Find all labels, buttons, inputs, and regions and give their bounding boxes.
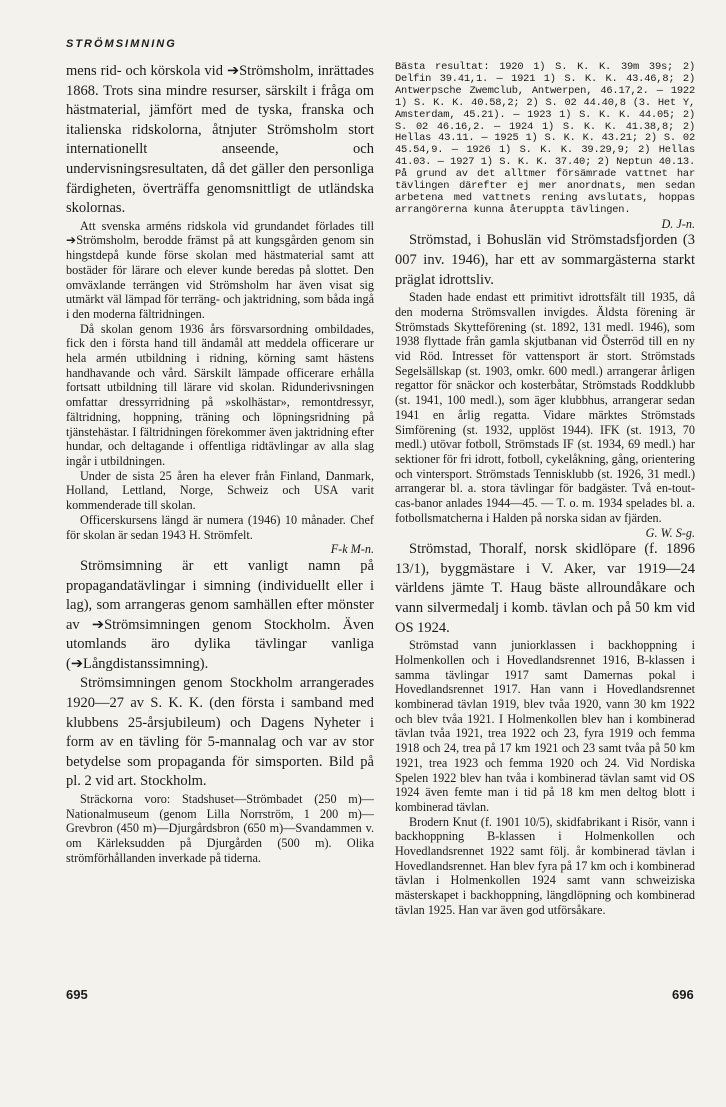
paragraph: Strömstad, i Bohuslän vid Strömstadsfjorden (3 007 inv. 1946), har ett av sommargästerna starkt präglat idrottsliv. (395, 232, 695, 288)
paragraph: Staden hade endast ett primitivt idrottsfält till 1935, då den moderna Strömsvallen invigdes. Äldsta förening är Strömstads Skytteförening (st. 1892, 131 medl. 1946), som 1938 flyttade från gamla skjutbanan vid Österröd till en ny vid Röd. Intresset för vattensport är stort. Strömstads Segelsällskap (st. 1903, omkr. 600 medl.) arrangerar årligen regattor för snäckor och kosterbåtar, Strömstads Roddklubb (st. 1941, 100 medl.), som äger klubbhus, arrangerar sedan 1941 en årlig regatta. Vidare märktes Strömstads Simförening (st. 1932, upplöst 1944). IFK (st. 1913, 70 medl.) utövar fotboll, Strömstads IF (st. 1934, 69 medl.) har sektioner för fri idrott, fotboll, cykelåkning, gång, orientering och vintersport. Strömstads Tennisklubb (st. 1926, 31 medl.) arrangerar bl. a. stora tävlingar för badgäster. Två en-tout-cas-banor anlades 1944—45. — T. o. m. 1934 spelades bl. a. fotbollsmatcherna i Halden på norska sidan av fjärden. (395, 290, 695, 525)
paragraph: Strömsimningen genom Stockholm arrangerades 1920—27 av S. K. K. (den första i samband med klubbens 25-årsjubileum) och Dagens Nyheter i form av en tävling för 5-mannalag och var av stor betydelse som propaganda för simsporten. Bild på pl. 2 vid art. Stockholm. (66, 675, 374, 790)
author-signature: D. J-n. (661, 216, 695, 231)
paragraph: Strömstad, Thoralf, norsk skidlöpare (f. 1896 13/1), byggmästare i V. Aker, var 1919—24 världens jämte T. Haug bäste allroundåkare och vann silvermedalj i komb. tävlan och på 50 km vid OS 1924. (395, 541, 695, 636)
right-page-number: 696 (672, 987, 694, 1002)
right-column (395, 62, 695, 918)
paragraph: mens rid- och körskola vid ➔Strömsholm, inrättades 1868. Trots sina mindre resurser, särskilt i fråga om hästmaterial, jämfört med de tyska, franska och italienska ridskolorna, åtnjuter Strömsholm stort internationellt anseende, och undervisningsresultaten, då det gäller den personliga färdigheten, överträffa genomsnittligt de utländska skolornas. (66, 63, 374, 217)
paragraph: Bästa resultat: 1920 1) S. K. K. 39m 39s; 2) Delfin 39.41,1. — 1921 1) S. K. K. 43.46,8; 2) Antwerpsche Zwemclub, Antwerpen, 46.17,2. — 1922 1) S. K. K. 40.58,2; 2) S. 02 44.40,8 (3. Het Y, Amsterdam, 45.21). — 1923 1) S. K. K. 44.05; 2) S. 02 46.16,2. — 1924 1) S. K. K. 41.38,8; 2) Hellas 43.11. — 1925 1) S. K. K. 43.21; 2) S. 02 45.54,9. — 1926 1) S. K. K. 39.29,9; 2) Hellas 41.03. — 1927 1) S. K. K. 37.40; 2) Neptun 40.13. På grund av det alltmer försämrade vattnet har tävlingen därefter ej mer anordnats, men sedan arbetena med vattnets rening avslutats, hoppas arrangörerna kunna återuppta tävlingen. (395, 61, 695, 216)
paragraph: Brodern Knut (f. 1901 10/5), skidfabrikant i Risör, vann i backhoppning B-klassen i Holmenkollen och Hovedlandsrennet 1922 samt följ. år kombinerad tävlan i Hovedlandsrennet. Han blev fyra på 17 km och i kombinerad tävlan i Holmenkollen 1924 samt vann schweiziska mästerskapet i backhoppning, längdlöpning och kombinerad tävlan 1925. Han var även god utförsåkare. (395, 814, 695, 917)
paragraph: Officerskursens längd är numera (1946) 10 månader. Chef för skolan är sedan 1943 H. Strömfelt. (66, 512, 374, 542)
paragraph: Då skolan genom 1936 års försvarsordning ombildades, fick den i första hand till ändamål att meddela officerare ur hela armén utbildning i ridning, körning samt hästens handhavande och vård. Särskilt lämpade officerare erhålla fortsatt utbildning till lärare vid skolan. Ridunderivsningen omfattar dressyrridning på »skolhästar», remontdressyr, fältridning, hoppning, träning och löpningsridning på tjänstehästar. I fältridningen förekommer även jaktridning efter hundar, och deltagande i offentliga ridtävlingar av alla slag ingår i utbildningen. (66, 321, 374, 468)
paragraph: Strömsimning är ett vanligt namn på propagandatävlingar i simning (individuellt eller i lag), som arrangeras genom samhällen efter mönster av ➔Strömsimningen genom Stockholm. Även utomlands äro dylika tävlingar vanliga (➔Långdistanssimning). (66, 557, 374, 672)
left-page-number: 695 (66, 987, 88, 1002)
running-head: STRÖMSIMNING (66, 38, 177, 50)
author-signature: G. W. S-g. (645, 525, 695, 540)
left-column (66, 62, 374, 866)
paragraph: Att svenska arméns ridskola vid grundandet förlades till ➔Strömsholm, berodde främst på att kungsgården genom sin hingstdepå kunde förse skolan med hästmaterial samt att bostäder för lärare och elever kunde beredas på slottet. Den omväxlande terrängen vid Strömsholm har även visat sig utmärkt väl lämpad för terräng- och jaktridning, som båda ingå i den moderna fältridningen. (66, 218, 374, 321)
paragraph: Strömstad vann juniorklassen i backhoppning i Holmenkollen och i Hovedlandsrennet 1916, B-klassen i samma tävlingar 1917 samt Damernas pokal i Hovedlandsrennet 1917. Han vann i Hovedlandsrennet kombinerad tävlan 1919, blev tvåa 1920, vann 30 km 1922 och blev tvåa 1921. I Holmenkollen blev han i kombinerad tävlan tvåa 1921, trea 1922 och 23, fyra 1919 och femma 1918 och 24, trea på 17 km 1921 och 23 samt tvåa på 50 km 1921, trea 1923 och femma 1920 och 24. Vid Nordiska Spelen 1922 blev han tvåa i kombinerad tävlan samt vid OS 1924 även femte man i tid på 18 km men deltog blott i kombinerad tävlan. (395, 638, 695, 814)
paragraph: Sträckorna voro: Stadshuset—Strömbadet (250 m)—Nationalmuseum (genom Lilla Norrström, 1 200 m)—Grevbron (450 m)—Djurgårdsbron (650 m)—Svandammen v. om Kärleksudden på Djurgården (500 m). Olika strömförhållanden inverkade på tiderna. (66, 792, 374, 865)
author-signature: F-k M-n. (330, 542, 374, 557)
paragraph: Under de sista 25 åren ha elever från Finland, Danmark, Holland, Lettland, Norge, Schweiz och USA varit kommenderade till skolan. (66, 468, 374, 513)
